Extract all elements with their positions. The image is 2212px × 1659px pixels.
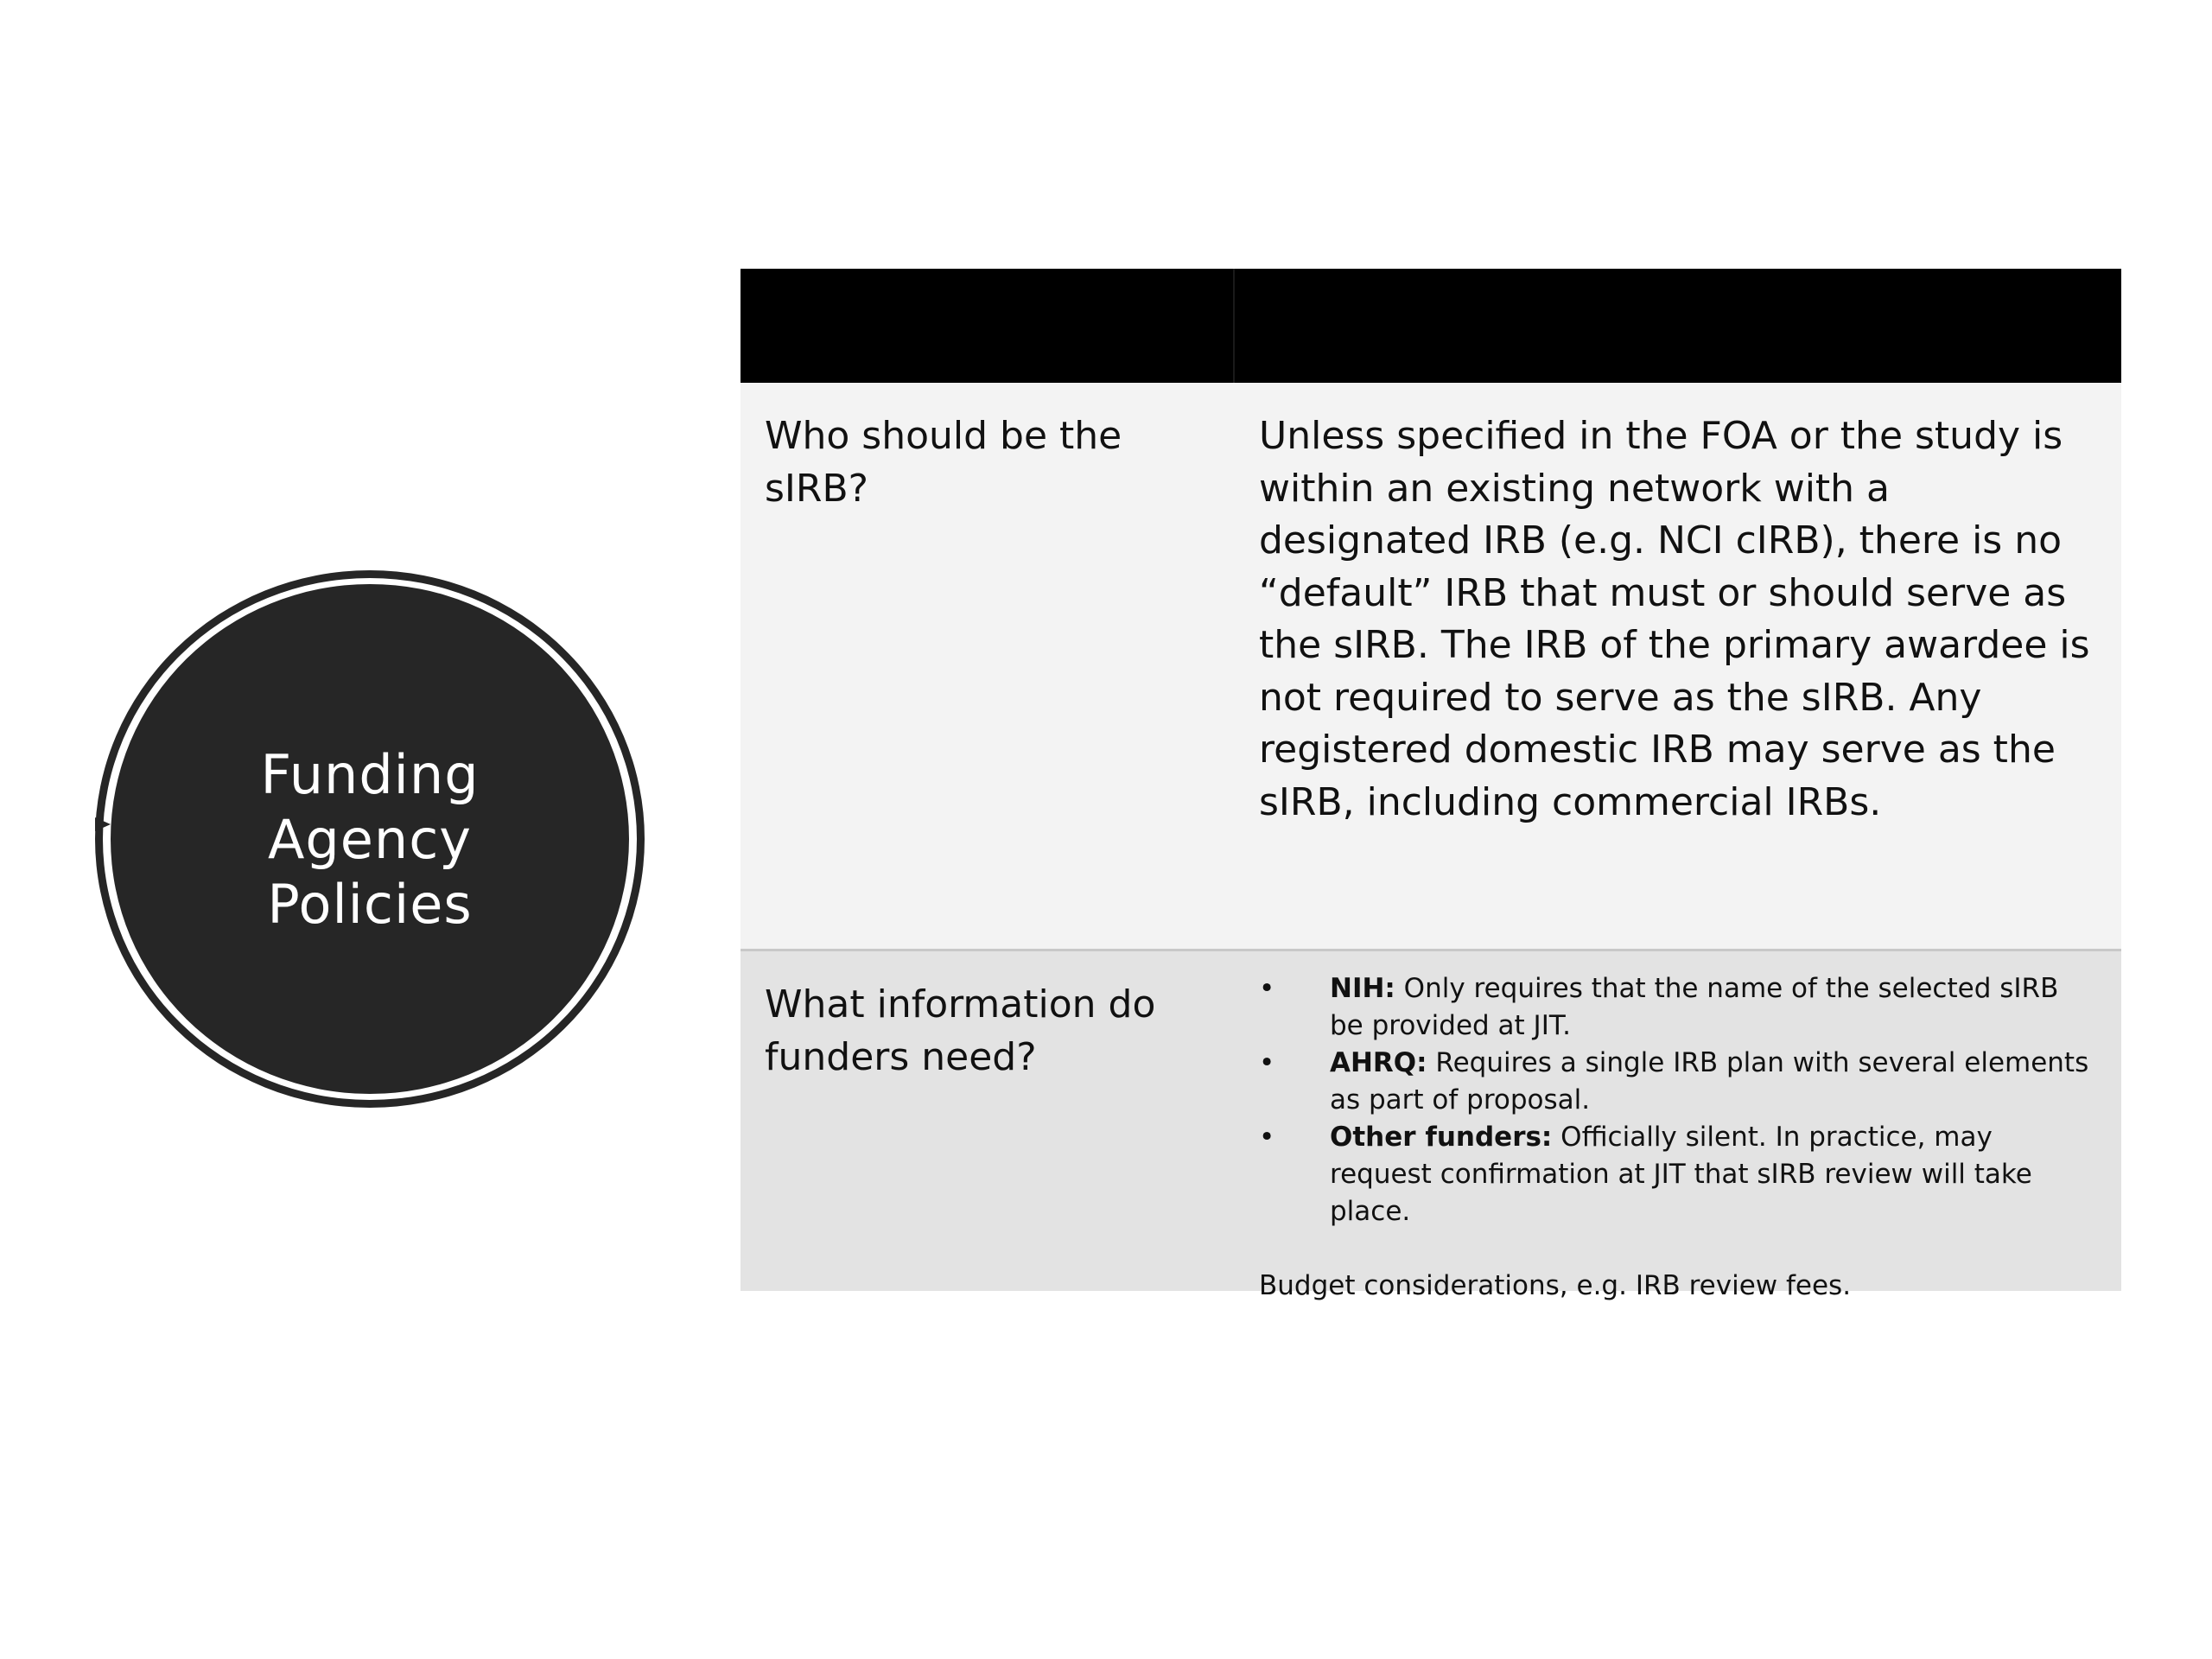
badge-title xyxy=(188,742,551,937)
bullet-icon: • xyxy=(1259,973,1275,1004)
funder-text: Officially silent. In practice, may request confirmation at JIT that sIRB review will take place. xyxy=(1330,1122,2032,1227)
funder-text: Only requires that the name of the selected sIRB be provided at JIT. xyxy=(1330,973,2059,1041)
row-answer: Unless specified in the FOA or the study is within an existing network with a designated IRB (e.g. NCI cIRB), there is no “default” IRB that must or should serve as the sIRB. The IRB of the primary awardee is not required to serve as the sIRB. Any registered domestic IRB may serve as the sIRB, including commercial IRBs. xyxy=(1259,414,2090,824)
badge-title-line: Agency xyxy=(268,807,472,871)
badge-title-line: Funding xyxy=(260,742,480,806)
funder-list xyxy=(1259,970,2097,1230)
funder-name: Other funders: xyxy=(1330,1122,1553,1153)
badge-title-line: Policies xyxy=(267,872,473,936)
budget-note: Budget considerations, e.g. IRB review fees. xyxy=(1259,1270,1852,1301)
funder-text: Requires a single IRB plan with several elements as part of proposal. xyxy=(1330,1047,2089,1116)
funder-name: AHRQ: xyxy=(1330,1047,1427,1078)
table-header xyxy=(741,269,2121,383)
header-cell-answer xyxy=(1235,269,2121,383)
row-question: Who should be the sIRB? xyxy=(765,414,1122,511)
table-row xyxy=(741,383,2121,951)
topic-badge xyxy=(111,584,629,1094)
row-question: What information do funders need? xyxy=(765,982,1156,1079)
list-item xyxy=(1259,1119,2097,1230)
row-answer xyxy=(1235,951,2121,1301)
funder-name: NIH: xyxy=(1330,973,1395,1004)
policy-table xyxy=(741,269,2121,1301)
bullet-icon: • xyxy=(1259,1047,1275,1078)
list-item xyxy=(1259,1045,2097,1119)
bullet-icon: • xyxy=(1259,1122,1275,1153)
table-row xyxy=(741,951,2121,1301)
list-item xyxy=(1259,970,2097,1045)
header-cell-question xyxy=(741,269,1235,383)
